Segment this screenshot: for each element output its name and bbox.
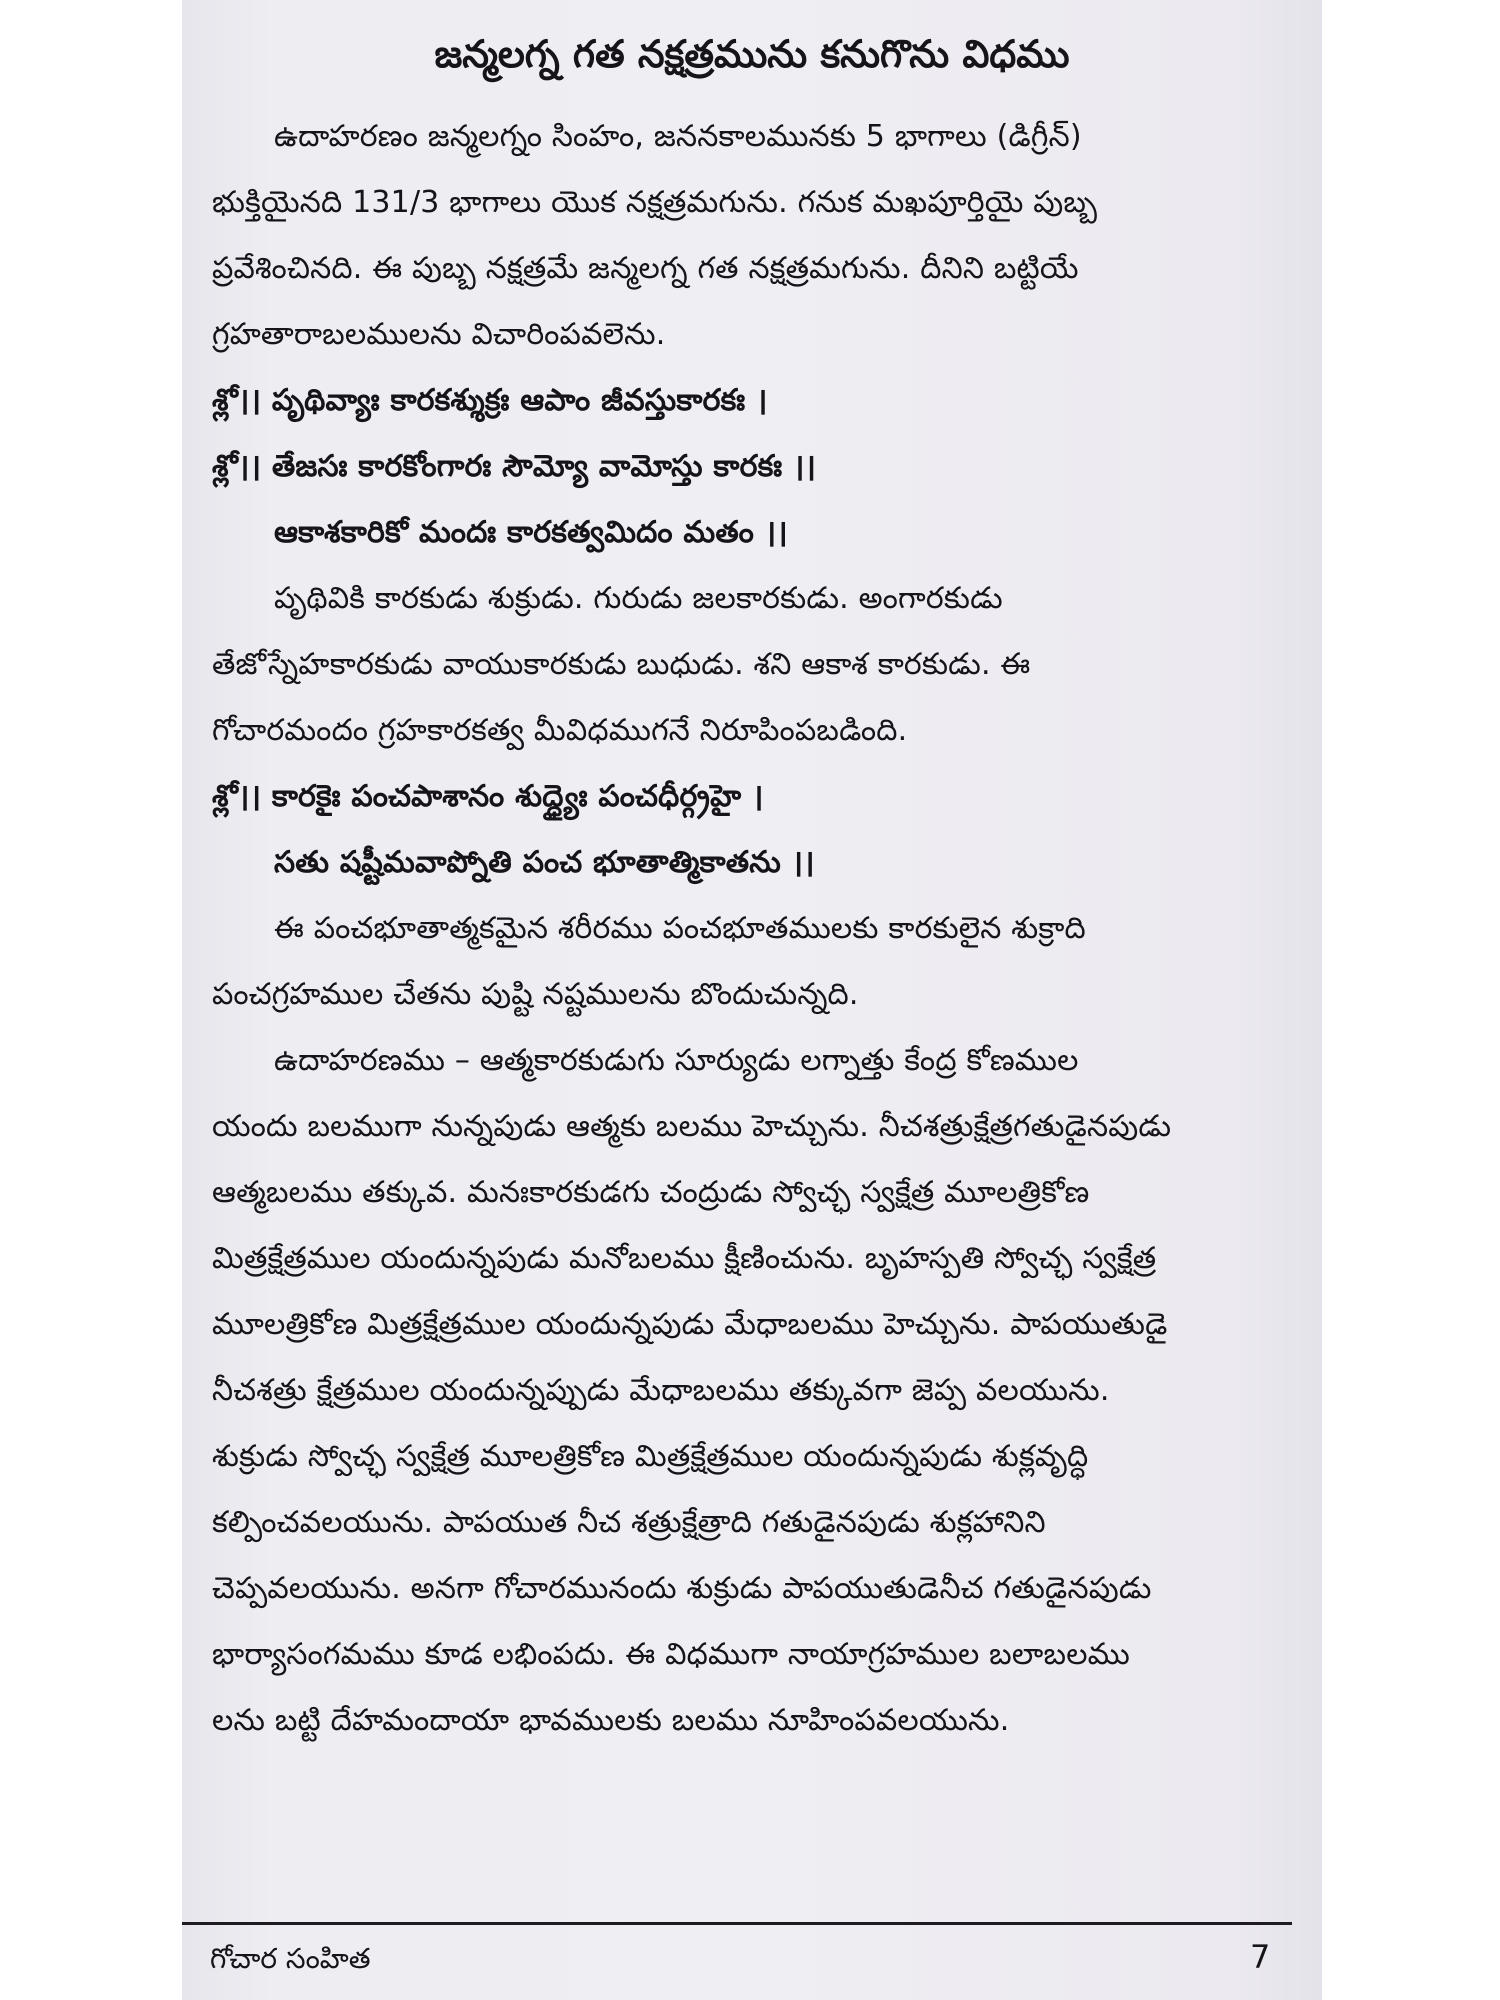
shloka-line: సతు షష్టీమవాప్నోతి పంచ భూతాత్మికాతను ।।	[274, 845, 815, 880]
paragraph-line: ఉదాహరణము – ఆత్మకారకుడుగు సూర్యుడు లగ్నాత్తు కేంద్ర కోణముల	[274, 1043, 1079, 1078]
paragraph-line: పృథివికి కారకుడు శుక్రుడు. గురుడు జలకారకుడు. అంగారకుడు	[274, 581, 1003, 616]
paragraph-line: గ్రహతారాబలములను విచారింపవలెను.	[212, 317, 666, 352]
paragraph-line: భుక్తియైనది 131/3 భాగాలు యొక నక్షత్రమగును. గనుక మఖపూర్తియై పుబ్బ	[212, 185, 1098, 220]
paragraph-line: చెప్పవలయును. అనగా గోచారమునందు శుక్రుడు పాపయుతుడెనీచ గతుడైనపుడు	[212, 1571, 1152, 1606]
shloka-line: శ్లో।। పృథివ్యాః కారకశ్శుక్రః ఆపాం జీవస్తుకారకః ।	[212, 383, 768, 418]
paragraph-line: నీచశత్రు క్షేత్రముల యందున్నప్పుడు మేధాబలము తక్కువగా జెప్ప వలయును.	[212, 1373, 1110, 1408]
paragraph-line: పంచగ్రహముల చేతను పుష్టి నష్టములను బొందుచున్నది.	[212, 977, 859, 1012]
paragraph-line: శుక్రుడు స్వోచ్ఛ స్వక్షేత్ర మూలత్రికోణ మిత్రక్షేత్రముల యందున్నపుడు శుక్లవృద్ధి	[212, 1439, 1089, 1474]
paragraph-line: తేజోస్నేహకారకుడు వాయుకారకుడు బుధుడు. శని ఆకాశ కారకుడు. ఈ	[212, 647, 1031, 682]
paragraph-line: మూలత్రికోణ మిత్రక్షేత్రముల యందున్నపుడు మేధాబలము హెచ్చును. పాపయుతుడై	[212, 1307, 1168, 1342]
paragraph-line: ఆత్మబలము తక్కువ. మనఃకారకుడగు చంద్రుడు స్వోచ్ఛ స్వక్షేత్ర మూలత్రికోణ	[212, 1175, 1090, 1210]
book-page	[182, 0, 1322, 2000]
book-title: గోచార సంహిత	[210, 1942, 371, 1975]
paragraph-line: కల్పించవలయును. పాపయుత నీచ శత్రుక్షేత్రాది గతుడైనపుడు శుక్లహానిని	[212, 1505, 1046, 1540]
page-number: 7	[1250, 1938, 1271, 1976]
shloka-line: శ్లో।। కారకైః పంచపాశానం శుద్ధ్యైః పంచధీర్గ్రహై ।	[212, 779, 764, 814]
paragraph-line: ఈ పంచభూతాత్మకమైన శరీరము పంచభూతములకు కారకులైన శుక్రాది	[274, 911, 1086, 946]
section-title: జన్మలగ్న గత నక్షత్రమును కనుగొను విధము	[434, 32, 1070, 76]
footer-rule	[182, 1922, 1292, 1925]
paragraph-line: యందు బలముగా నున్నపుడు ఆత్మకు బలము హెచ్చును. నీచశత్రుక్షేత్రగతుడైనపుడు	[212, 1109, 1172, 1144]
paragraph-line: లను బట్టి దేహమందాయా భావములకు బలము నూహింపవలయును.	[212, 1703, 1010, 1738]
paragraph-line: ప్రవేశించినది. ఈ పుబ్బ నక్షత్రమే జన్మలగ్న గత నక్షత్రమగును. దీనిని బట్టియే	[212, 251, 1079, 286]
paragraph-line: మిత్రక్షేత్రముల యందున్నపుడు మనోబలము క్షీణించును. బృహస్పతి స్వోచ్ఛ స్వక్షేత్ర	[212, 1241, 1157, 1276]
page-body	[212, 104, 1292, 1754]
paragraph-line: గోచారమందం గ్రహకారకత్వ మీవిధముగనే నిరూపింపబడింది.	[212, 713, 908, 748]
paragraph-line: ఉదాహరణం జన్మలగ్నం సింహం, జననకాలమునకు 5 భాగాలు (డిగ్రీన్)	[274, 119, 1082, 154]
shloka-line: శ్లో।। తేజసః కారకోంగారః సౌమ్యో వామోస్తు కారకః ।।	[212, 449, 817, 484]
shloka-line: ఆకాశకారికో మందః కారకత్వమిదం మతం ।।	[274, 515, 788, 550]
paragraph-line: భార్యాసంగమము కూడ లభింపదు. ఈ విధముగా నాయాగ్రహముల బలాబలము	[212, 1637, 1130, 1672]
